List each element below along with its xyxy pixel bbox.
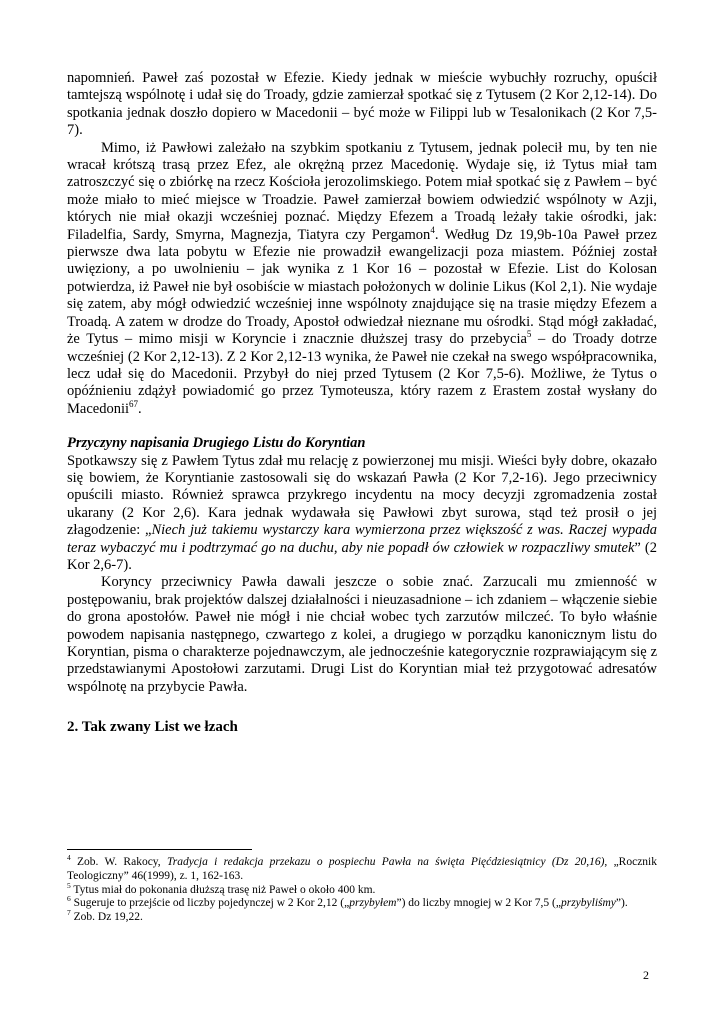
footnote-ref-4: 4 (430, 224, 435, 235)
paragraph-2 (67, 140, 657, 419)
chapter-heading: 2. Tak zwany List we łzach (67, 719, 238, 736)
page-body (67, 70, 657, 736)
footnote-6-text-a: Sugeruje to przejście od liczby pojedynczej w 2 Kor 2,12 („ (70, 897, 350, 910)
footnote-6-italic-2: przybyliśmy (560, 897, 616, 910)
paragraph-2-text-b: . Według Dz 19,9b-10a Paweł przez pierwsze dwa lata pobytu w Efezie nie prowadził ewangelizacji poza miastem. Później został uwięziony, a po uwolnieniu – jak wynika z 1 Kor 16 – pozostał w Efezie. List do Kolosan potwierdza, iż Paweł nie był osobiście w miastach położonych w dolinie Likus (Kol 2,1). Nie wydaje się zatem, aby mógł odwiedzić wcześniej inne wspólnoty znajdujące się na trasie między Efezem a Troadą. A zatem w drodze do Troady, Apostoł odwiedzał nieznane mu ośrodki. Stąd mógł zakładać, że Tytus – mimo misji w Koryncie i znacznie dłuższej trasy do przebycia (67, 226, 657, 348)
footnote-5-text: Tytus miał do pokonania dłuższą trasę niż Paweł o około 400 km. (70, 883, 376, 896)
footnote-6-number: 6 (67, 894, 71, 904)
footnote-5 (67, 880, 657, 898)
section-title: Przyczyny napisania Drugiego Listu do Koryntian (67, 435, 366, 452)
footnote-4-text-a: Zob. W. Rakocy, (70, 856, 167, 868)
footnote-6-text-c: ”). (615, 897, 628, 910)
footnote-7-number: 7 (67, 908, 71, 918)
paragraph-2-text-d: . (138, 400, 142, 417)
paragraph-2-text-a: Mimo, iż Pawłowi zależało na szybkim spotkaniu z Tytusem, jednak polecił mu, by ten nie wracał krótszą trasą przez Efez, ale okrężną przez Macedonię. Wydaje się, iż Tytus miał tam zatroszczyć się o zbiórkę na rzecz Kościoła jerozolimskiego. Potem miał spotkać się z Pawłem – być może miało to mieć miejsce w Troadzie. Paweł zamierzał bowiem odwiedzić wspólnoty w Azji, których nie miał okazji wcześniej poznać. Między Efezem a Troadą leżały takie ośrodki, jak: Filadelfia, Sardy, Smyrna, Magnezja, Tiatyra czy Pergamon (67, 139, 657, 243)
footnote-4-text-b: , „Rocznik Teologiczny” 46(1999), z. 1, 162-163. (67, 856, 657, 882)
paragraph-3 (67, 453, 657, 575)
paragraph-3-text-b: ” (2 Kor 2,6-7). (67, 539, 657, 573)
paragraph-3-quote: Niech już takiemu wystarczy kara wymierzona przez większość z was. Raczej wypada teraz wybaczyć mu i podtrzymać go na duchu, aby nie popadł ów człowiek w rozpaczliwy smutek (67, 522, 657, 556)
footnote-7 (67, 908, 657, 925)
page-number: 2 (643, 968, 649, 982)
footnote-6-italic-1: przybyłem (349, 897, 397, 910)
footnote-ref-5: 5 (526, 329, 532, 340)
footnote-5-number: 5 (67, 880, 71, 890)
paragraph-1: napomnień. Paweł zaś pozostał w Efezie. Kiedy jednak w mieście wybuchły rozruchy, opuścił tamtejszą wspólnotę i udał się do Troady, gdzie zamierzał spotkać się z Tytusem (2 Kor 2,12-14). Do spotkania jednak doszło dopiero w Macedonii – być może w Filippi lub w Tesalonikach (2 Kor 7,5-7). (67, 70, 657, 139)
footnote-6 (67, 894, 657, 911)
footnote-7-text: Zob. Dz 19,22. (70, 911, 143, 924)
footnotes (67, 849, 657, 925)
paragraph-4: Koryncy przeciwnicy Pawła dawali jeszcze o sobie znać. Zarzucali mu zmienność w postępowaniu, brak projektów dalszej działalności i nieuzasadnione – ich zdaniem – włączenie siebie do grona apostołów. Paweł nie mógł i nie chciał wobec tych zarzutów milczeć. To było właśnie powodem napisania następnego, czwartego z kolei, a drugiego w porządku kanonicznym listu do Koryntian, pisma o charakterze pojednawczym, ale jednocześnie kategorycznie rozprawiającym się z przedstawianymi Apostołowi zarzutami. Drugi List do Koryntian miał też przygotować adresatów wspólnotę na przybycie Pawła. (67, 574, 657, 695)
paragraph-2-text-c: – do Troady dotrze wcześniej (2 Kor 2,12-13). Z 2 Kor 2,12-13 wynika, że Paweł nie czekał na swego współpracownika, lecz udał się do Macedonii. Przybył do niej przed Tytusem (2 Kor 7,5-6). Możliwe, że Tytus o opóźnieniu zdążył powiadomić go przez Tymoteusza, który razem z Erastem został wysłany do Macedonii (67, 331, 657, 417)
footnote-4 (67, 853, 657, 884)
footnote-separator (67, 849, 252, 850)
footnote-ref-67: 67 (129, 398, 139, 409)
footnote-6-text-b: ”) do liczby mnogiej w 2 Kor 7,5 („ (396, 897, 561, 910)
footnote-4-number: 4 (67, 853, 71, 863)
paragraph-3-text-a: Spotkawszy się z Pawłem Tytus zdał mu relację z powierzonej mu misji. Wieści były dobre, okazało się bowiem, że Koryntianie zastosowali się do wskazań Pawła (2 Kor 7,2-16). Jego przeciwnicy opuścili miasto. Również sprawca przykrego incydentu na mocy decyzji zgromadzenia został ukarany (2 Kor 2,6). Kara jednak wydawała się Pawłowi zbyt surowa, stąd też prosił o jej złagodzenie: „ (67, 452, 657, 539)
footnote-4-title: Tradycja i redakcja przekazu o pospiechu Pawła na święta Pięćdziesiątnicy (Dz 20,16) (166, 856, 605, 868)
